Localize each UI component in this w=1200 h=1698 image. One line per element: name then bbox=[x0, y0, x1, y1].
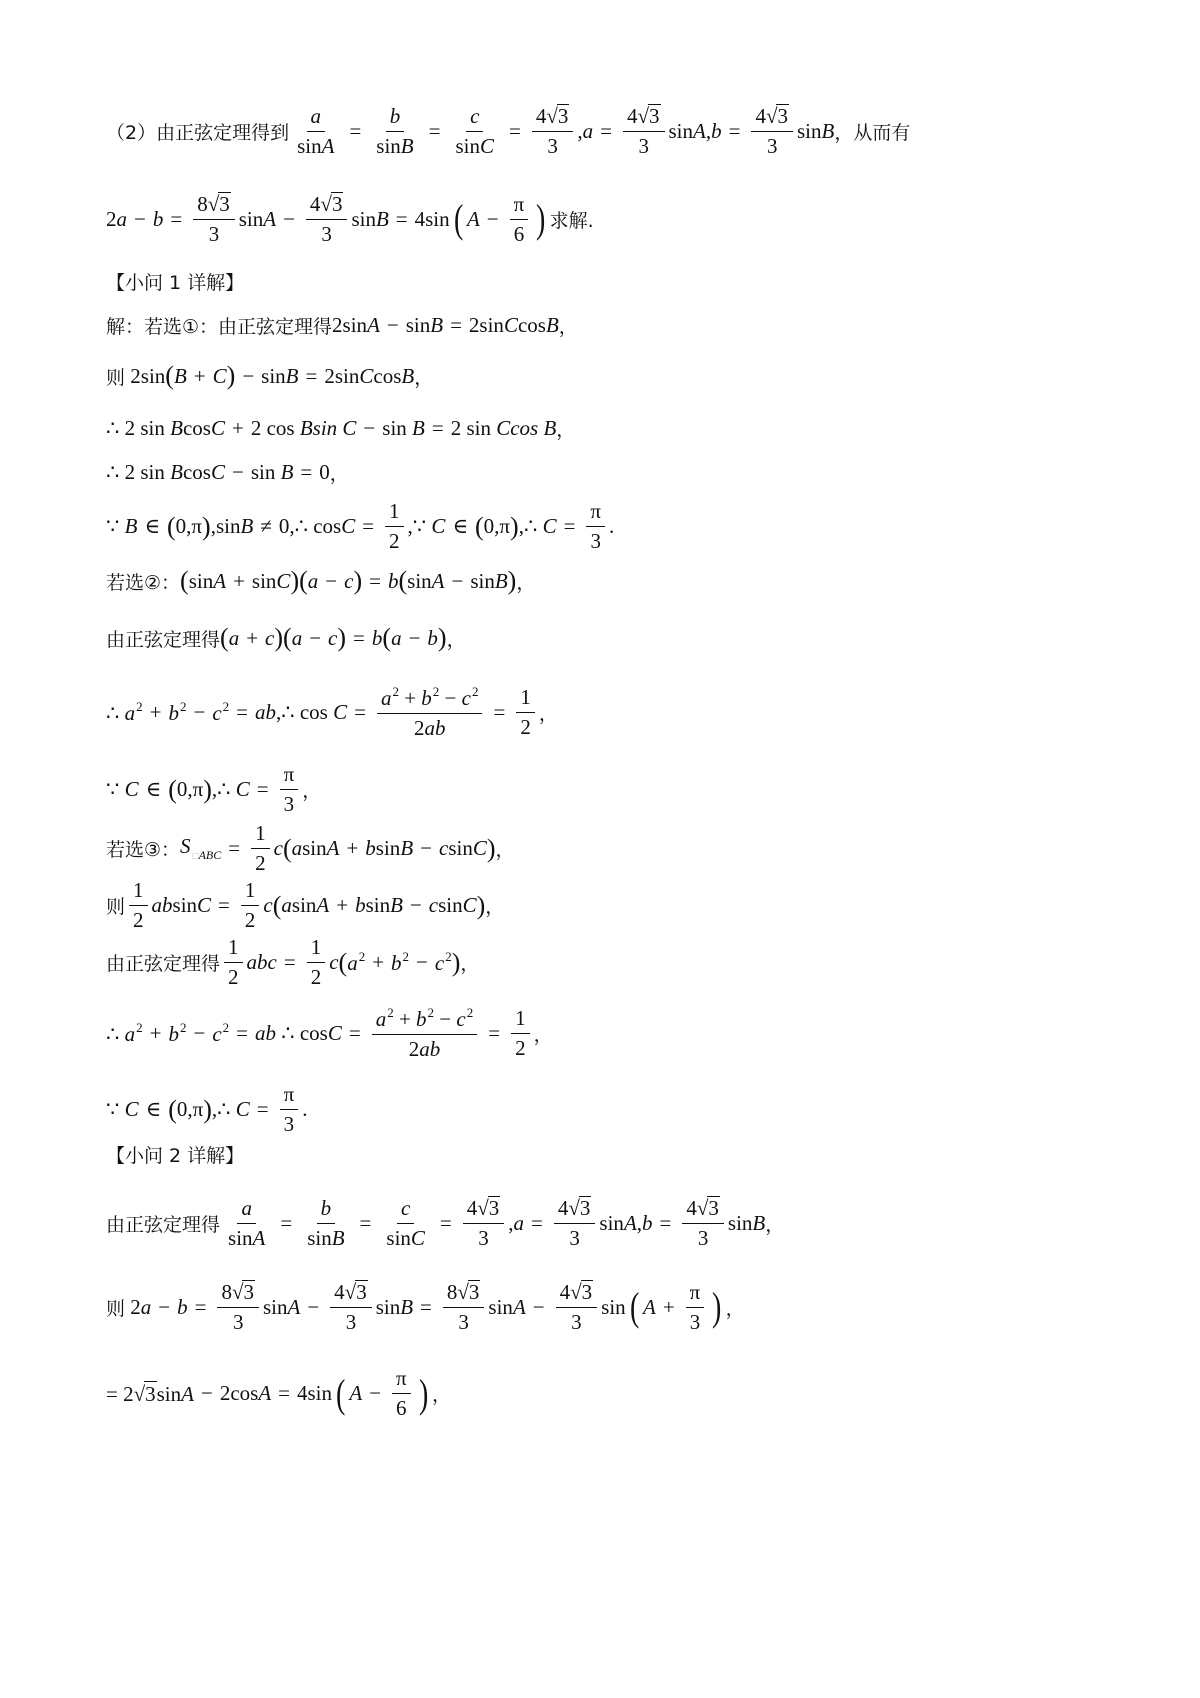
line-10: ∴ $a^2$ + $b^2$ − $c^2$ = ab,∴ cos C = $\frac{a^2 + b^2 - c^2}{2ab}$ = $\frac{1}{2}$ ， bbox=[106, 684, 558, 741]
section-2-header: 【小问 2 详解】 bbox=[106, 1145, 245, 1167]
frac-4sqrt3-3: 4√ 3 3 bbox=[532, 104, 574, 158]
frac-c-sinC: $\frac{c}{\sin C}$ bbox=[455, 103, 494, 158]
text-l2-suffix: 求解. bbox=[549, 209, 594, 232]
line-8: 若选②： ( sinA + sinC ) ( a − c ) = b ( sinA − sinB ) ， bbox=[106, 566, 536, 595]
frac-a-sinA: $\frac{a}{\sin A}$ bbox=[297, 103, 335, 158]
line-18: 则 2a − b = 8√ 3 3 sinA − 4√ 3 3 sinB = 8√ 3 3 sinA − 4√ 3 3 sin ( A + $\frac{\pi}{3}$ ) ， bbox=[106, 1279, 745, 1335]
line-3: 解：若选①：由正弦定理得 2sinA − sinB = 2sinCcosB ， bbox=[106, 313, 578, 338]
line-12: 若选③： S $_{□ABC}$ = $\frac{1}{2}$ c ( asinA + bsinB − csinC ) ， bbox=[106, 821, 515, 876]
line-1: （2）由正弦定理得到 $\frac{a}{\sin A}$ = $\frac{b}{\sin B}$ = $\frac{c}{\sin C}$ = 4√ 3 3 ,a = 4√ 3 3 sinA,b = 4√ 3 3 sinB ，从而有 bbox=[106, 103, 911, 159]
text-l1-prefix: （2）由正弦定理得到 bbox=[106, 121, 290, 144]
line-16: ∵ C ∈ ( 0,π ) ,∴ C = $\frac{\pi}{3}$ . bbox=[106, 1082, 308, 1137]
line-5: ∴ 2 sin BcosC + 2 cos Bsin C − sin B = 2 sin Ccos B ， bbox=[106, 416, 576, 441]
line-17: 由正弦定理得 $\frac{a}{\sin A}$ = $\frac{b}{\sin B}$ = $\frac{c}{\sin C}$ = 4√ 3 3 ,a = 4√ 3 3 sinA,b = 4√ 3 3 sinB ， bbox=[106, 1195, 785, 1251]
line-13: 则 $\frac{1}{2}$ absinC = $\frac{1}{2}$ c ( asinA + bsinB − csinC ) ， bbox=[106, 878, 505, 933]
line-6: ∴ 2 sin BcosC − sin B = 0 ， bbox=[106, 460, 349, 485]
line-9: 由正弦定理得 ( a + c ) ( a − c ) = b ( a − b ) ， bbox=[106, 623, 466, 652]
line-15: ∴ $a^2$ + $b^2$ − $c^2$ = ab ∴ cosC = $\frac{a^2 + b^2 - c^2}{2ab}$ = $\frac{1}{2}$ ， bbox=[106, 1005, 553, 1062]
line-11: ∵ C ∈ ( 0,π ) ,∴ C = $\frac{\pi}{3}$ ， bbox=[106, 762, 322, 817]
frac-b-sinB: $\frac{b}{\sin B}$ bbox=[376, 103, 414, 158]
line-2: 2a − b = 8√ 3 3 sinA − 4√ 3 3 sinB = 4sin ( A − $\frac{\pi}{6}$ ) 求解. bbox=[106, 191, 594, 247]
line-4: 则 2sin ( B + C ) − sinB = 2sinCcosB ， bbox=[106, 361, 434, 390]
line-19: = 2√ 3 sinA − 2cosA = 4sin ( A − $\frac{\pi}{6}$ ) ， bbox=[106, 1366, 451, 1421]
line-7: ∵ B ∈ ( 0,π ) ,sinB ≠ 0,∴ cosC = $\frac{1}{2}$ ,∵ C ∈ ( 0,π ) ,∴ C = $\frac{\pi}{3}$ . bbox=[106, 499, 615, 554]
text-l1-suffix: ，从而有 bbox=[834, 121, 911, 144]
line-14: 由正弦定理得 $\frac{1}{2}$ abc = $\frac{1}{2}$ c ( $a^2$ + $b^2$ − $c^2$ ) ， bbox=[106, 935, 480, 990]
section-1-header: 【小问 1 详解】 bbox=[106, 272, 245, 294]
